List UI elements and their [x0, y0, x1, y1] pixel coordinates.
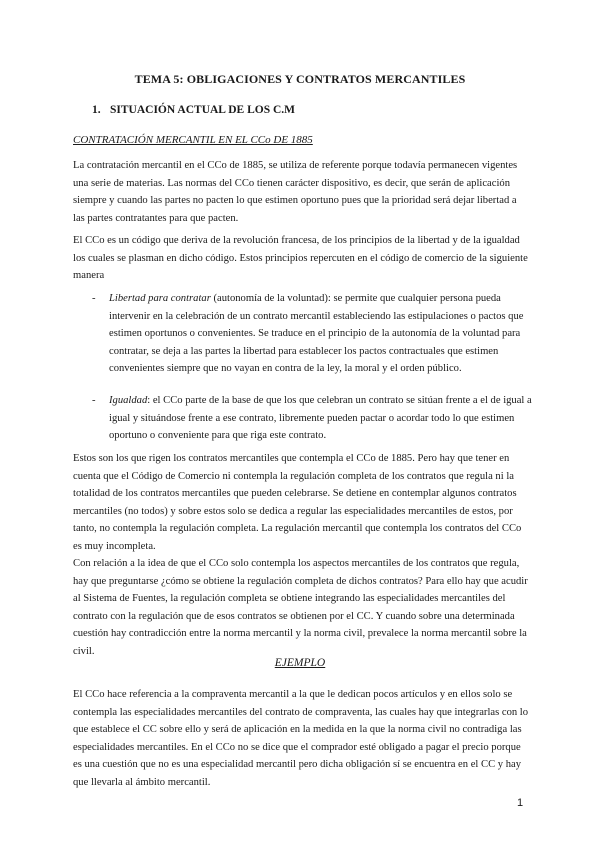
paragraph: El CCo hace referencia a la compraventa mercantil a la que le dedican pocos artículos y en ellos solo se contempla las especialidades mercantiles del contrato de compraventa, las cuales hay que integrarlas con lo que establece el CC sobre ello y será de aplicación en la medida en la que la norma civil no contradiga las especialidades mercantiles. En el CCo no se dice que el comprador esté obligado a pagar el precio porque es una cuestión que no es una especialidad mercantil pero dicha obligación sí se encuentra en el CC y hay que llevarla al ámbito mercantil. [73, 689, 529, 788]
bullet-dash: - [92, 395, 96, 406]
page-number: 1 [517, 797, 524, 809]
section-title: SITUACIÓN ACTUAL DE LOS C.M [110, 104, 295, 116]
example-heading: EJEMPLO [274, 657, 326, 669]
bullet-item [92, 392, 532, 445]
bullet-body: (autonomía de la voluntad): se permite que cualquier persona pueda intervenir en la celebración de un contrato mercantil estableciendo las estipulaciones o pactos que estimen oportunos o convenientes. Se traduce en el principio de la autonomía de la voluntad para contratar, se deja a las partes la libertad para establecer los pactos contractuales que estimen convenientes siempre que no vayan en contra de la ley, la moral y el orden público. [109, 293, 524, 374]
paragraph: Estos son los que rigen los contratos mercantiles que contempla el CCo de 1885. Pero hay que tener en cuenta que el Código de Comercio ni contempla la regulación completa de los contratos que regula ni la totalidad de los contratos mercantiles que pueden celebrarse. Se detiene en contemplar algunos contratos mercantiles (no todos) y sobre estos solo se dedica a regular las especialidades mercantiles de estos, por tanto, no contempla la regulación completa. La regulación mercantil que contempla los contratos del CCo es muy incompleta. [73, 453, 522, 552]
bullet-term: Igualdad [109, 395, 148, 406]
paragraph: La contratación mercantil en el CCo de 1885, se utiliza de referente porque todavía permanecen vigentes una serie de materias. Las normas del CCo tienen carácter dispositivo, es decir, que serán de aplicación siempre y cuando las partes no pacten lo que estimen oportuno pues que la prioridad será dejar libertad a las partes contratantes para que pacten. [73, 160, 518, 224]
section-heading [92, 104, 295, 116]
paragraph: Con relación a la idea de que el CCo solo contempla los aspectos mercantiles de los contratos que regula, hay que preguntarse ¿cómo se obtiene la regulación completa de dichos contratos? Para ello hay que acudir al Sistema de Fuentes, la regulación completa se obtiene integrando las especialidades mercantiles del contrato con la regulación que de esos contratos se obtienen por el CC. Y cuando sobre una determinada cuestión hay contradicción entre la norma mercantil y la norma civil, prevalece la norma mercantil sobre la civil. [73, 558, 528, 657]
bullet-text [109, 290, 532, 378]
subheading: CONTRATACIÓN MERCANTIL EN EL CCo DE 1885 [73, 134, 313, 146]
bullet-dash: - [92, 293, 96, 304]
bullet-item [92, 290, 532, 378]
bullet-text [109, 392, 532, 445]
paragraph: El CCo es un código que deriva de la revolución francesa, de los principios de la libertad y de la igualdad los cuales se plasman en dicho código. Estos principios repercuten en el código de comercio de la siguiente manera [73, 235, 528, 281]
document-title: TEMA 5: OBLIGACIONES Y CONTRATOS MERCANTILES [134, 72, 466, 86]
bullet-body: : el CCo parte de la base de que los que celebran un contrato se sitúan frente a el de igual a igual y situándose frente a ese contrato, libremente pueden pactar o acordar todo lo que estimen oportuno o conveniente para que riga este contrato. [109, 395, 532, 441]
section-number: 1. [92, 104, 101, 116]
bullet-term: Libertad para contratar [109, 293, 211, 304]
